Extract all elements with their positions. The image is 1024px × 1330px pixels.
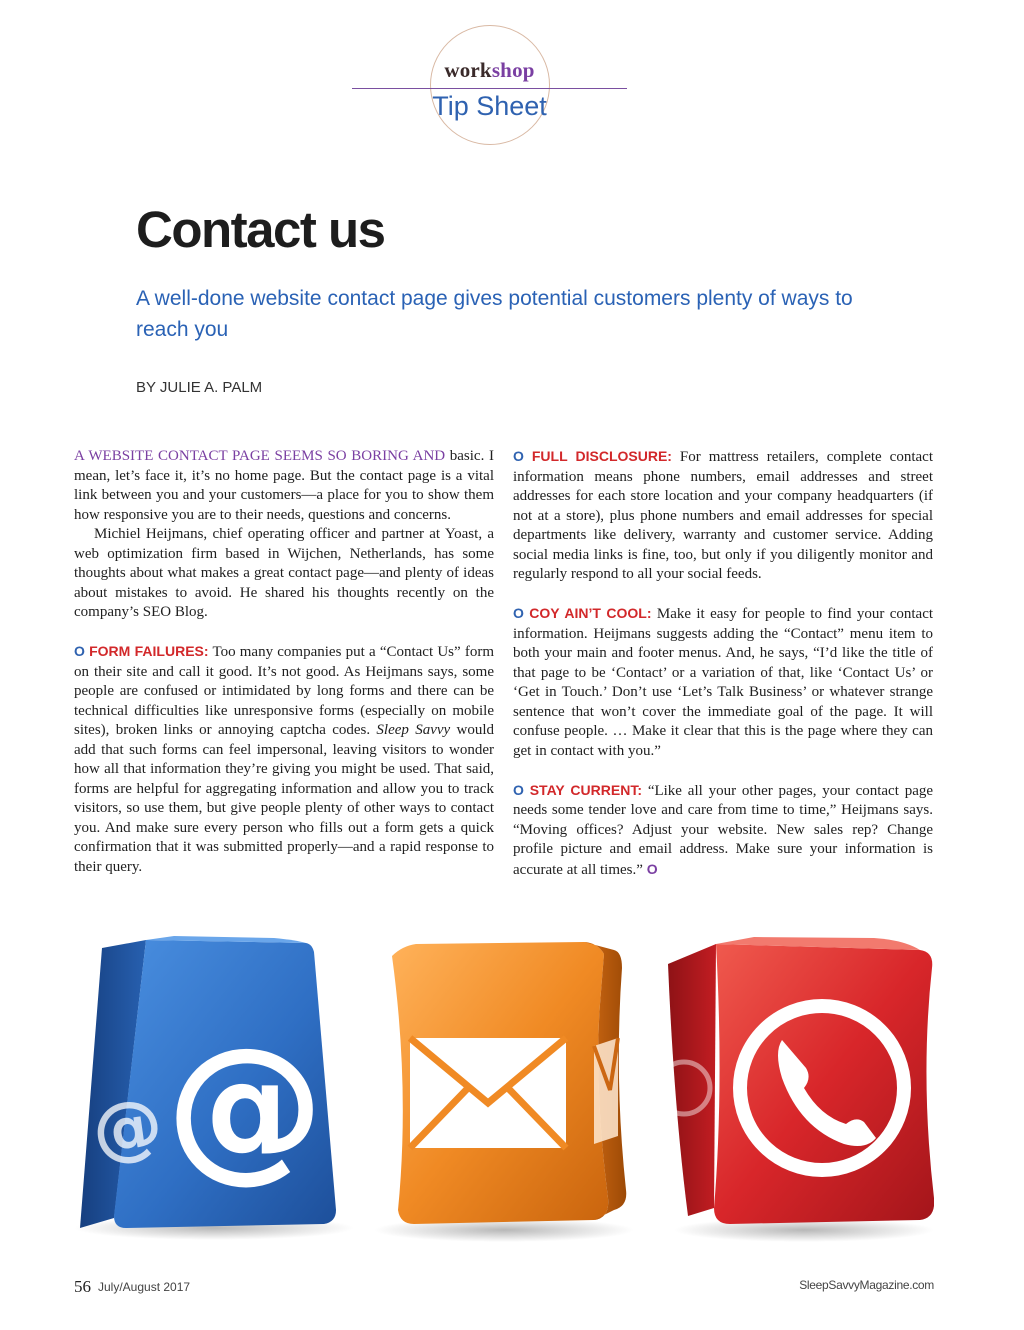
right-column [513,447,933,880]
orange-cube [392,942,626,1224]
section-head: FULL DISCLOSURE: [531,448,672,464]
section-label: workshop [444,58,535,82]
blue-cube [80,936,336,1228]
article-title: Contact us [136,201,385,258]
lead-caps: A WEBSITE CONTACT PAGE SEEMS SO BORING AND [74,448,446,464]
end-mark-icon: O [646,860,658,877]
envelope-icon [594,1038,618,1144]
bullet-icon: O [513,605,524,621]
envelope-icon [410,1038,566,1148]
at-sign-icon: @ [86,1081,168,1173]
section-head: STAY CURRENT: [529,781,642,798]
at-sign-icon: @ [166,1014,324,1198]
section-full-disclosure: O FULL DISCLOSURE: For mattress retailers, complete contact information means phone numbers, email addresses and street addresses for each store location and your company headquarters (if not at a store), plus phone numbers and email addresses for special departments like delivery, warranty and customer service. Adding social media links is fine, too, but only if you diligently monitor and regularly respond to all your social feeds. [513,448,933,582]
bullet-icon: O [513,781,524,798]
subsection-label: Tip Sheet [432,91,547,121]
section-head: FORM FAILURES: [89,643,209,659]
red-cube [658,937,934,1224]
masthead-rule [352,88,627,89]
contact-cubes-illustration [74,928,934,1243]
site-url: SleepSavvyMagazine.com [799,1278,934,1292]
byline: BY JULIE A. PALM [136,379,263,396]
left-column [74,447,494,877]
issue-date: July/August 2017 [98,1280,191,1294]
lead-paragraph: A WEBSITE CONTACT PAGE SEEMS SO BORING AND basic. I mean, let’s face it, it’s no home page. But the contact page is a vital link between you and your customers—a place for you to show them how responsive you are to their needs, questions and concerns. [74,448,494,523]
masthead-ring [430,25,550,145]
section-stay-current: O STAY CURRENT: “Like all your other pages, your contact page needs some tender love and care from time to time,” Heijmans says. “Moving offices? Adjust your website. New sales rep? Change profile picture and email address. Make sure your information is accurate at all times.” O [513,781,934,878]
section-coy-aint-cool: O COY AIN’T COOL: Make it easy for people to find your contact information. Heijmans suggests adding the “Contact” menu item to both your main and footer menus. And, he says, “I’d like the title of that page to be ‘Contact’ or a variation of that, like ‘Contact Us’ or ‘Get in Touch.’ Don’t use ‘Let’s Talk Business’ or whatever strange sentence that won’t cover the immediate goal of the page. It will confuse people. … Make it clear that this is the page where they can get in contact with you.” [513,605,934,759]
article-subtitle: A well-done website contact page gives potential customers plenty of ways to reach you [136,287,853,341]
bullet-icon: O [74,643,85,659]
section-form-failures: O FORM FAILURES: Too many companies put a “Contact Us” form on their site and call it good. It’s not good. As Heijmans says, some people are confused or intimidated by long forms and there can be technical difficulties like unresponsive forms (especially on mobile sites), broken links or annoying captcha codes. Sleep Savvy would add that such forms can feel impersonal, leaving visitors to wonder how all that information they’re giving you might be used. That said, forms are helpful for aggregating information and allow you to track visitors, so use them, but give people plenty of other ways to contact you. And make sure every person who fills out a form gets a quick confirmation that it was submitted properly—and a rapid response to their query. [74,643,494,875]
bullet-icon: O [513,448,524,464]
paragraph-heijmans: Michiel Heijmans, chief operating officer and partner at Yoast, a web optimization firm based in Wijchen, Netherlands, has some thoughts about what makes a great contact page—and plenty of ideas about mistakes to avoid. He shared his thoughts recently on the company’s SEO Blog. [74,526,494,620]
section-head: COY AIN’T COOL: [529,605,652,621]
page-number: 56 [74,1277,91,1296]
